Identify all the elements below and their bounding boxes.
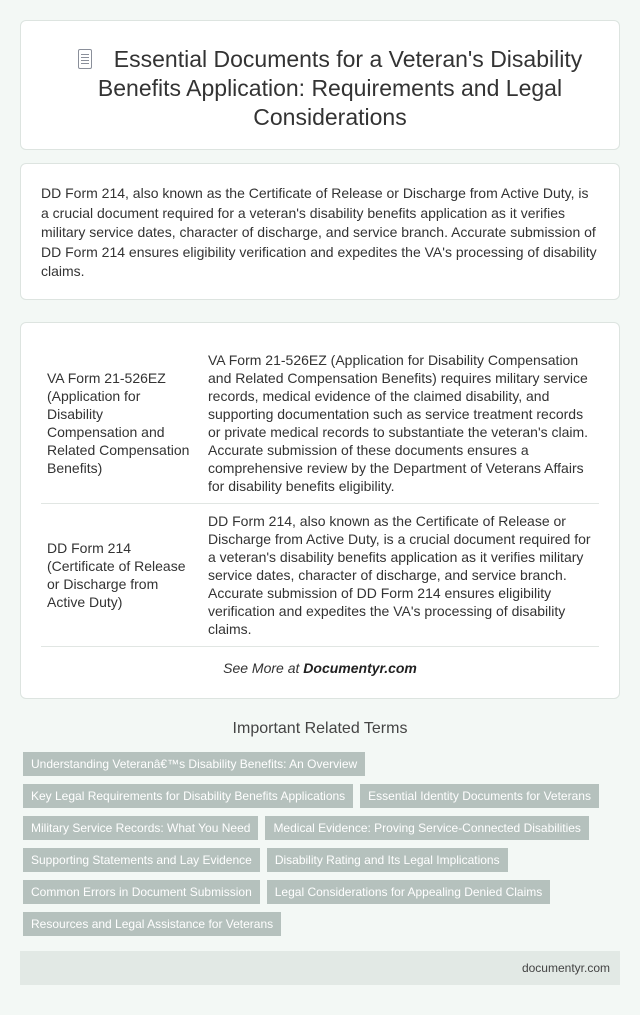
intro-card <box>20 163 620 300</box>
related-term-tag[interactable]: Supporting Statements and Lay Evidence <box>23 848 260 872</box>
document-description-cell: DD Form 214, also known as the Certificate of Release or Discharge from Active Duty, is a crucial document required for a veteran's disability benefits application as it verifies military service dates, character of discharge, and service branch. Accurate submission of DD Form 214 ensures eligibility verification and expedites the VA's processing of disability claims. <box>202 504 599 647</box>
related-term-tag[interactable]: Resources and Legal Assistance for Veterans <box>23 912 281 936</box>
related-term-tag[interactable]: Disability Rating and Its Legal Implications <box>267 848 508 872</box>
intro-paragraph: DD Form 214, also known as the Certificate of Release or Discharge from Active Duty, is a crucial document required for a veteran's disability benefits application as it verifies military service dates, character of discharge, and service branch. Accurate submission of DD Form 214 ensures eligibility verification and expedites the VA's processing of disability claims. <box>41 185 597 279</box>
document-name-cell: DD Form 214 (Certificate of Release or Discharge from Active Duty) <box>41 504 202 647</box>
document-description-cell: VA Form 21-526EZ (Application for Disability Compensation and Related Compensation Benefits) requires military service records, medical evidence of the claimed disability, and supporting documentation such as service treatment records or private medical records to substantiate the veteran's claim. Accurate submission of these documents ensures a comprehensive review by the Department of Veterans Affairs for disability benefits eligibility. <box>202 343 599 504</box>
related-term-tag[interactable]: Common Errors in Document Submission <box>23 880 260 904</box>
title-card <box>20 20 620 150</box>
table-row <box>41 504 599 647</box>
see-more-prefix: See More at <box>223 660 300 676</box>
footer-site[interactable]: documentyr.com <box>521 961 610 975</box>
see-more-site[interactable]: Documentyr.com <box>303 660 417 676</box>
documents-table <box>41 343 599 647</box>
see-more-link[interactable] <box>21 660 619 676</box>
table-row <box>41 343 599 504</box>
document-icon <box>78 49 92 69</box>
related-term-tag[interactable]: Key Legal Requirements for Disability Benefits Applications <box>23 784 353 808</box>
documents-card <box>20 322 620 699</box>
footer <box>20 951 620 985</box>
page-title <box>61 45 599 132</box>
related-term-tag[interactable]: Legal Considerations for Appealing Denied Claims <box>267 880 551 904</box>
related-terms-list <box>23 752 623 944</box>
related-term-tag[interactable]: Medical Evidence: Proving Service-Connected Disabilities <box>265 816 588 840</box>
document-name-cell: VA Form 21-526EZ (Application for Disability Compensation and Related Compensation Benefits) <box>41 343 202 504</box>
related-terms-heading: Important Related Terms <box>232 720 408 737</box>
related-term-tag[interactable]: Essential Identity Documents for Veterans <box>360 784 599 808</box>
related-term-tag[interactable]: Understanding Veteranâ€™s Disability Benefits: An Overview <box>23 752 365 776</box>
related-term-tag[interactable]: Military Service Records: What You Need <box>23 816 258 840</box>
page-title-text: Essential Documents for a Veteran's Disability Benefits Application: Requirements and Legal Considerations <box>97 46 583 130</box>
